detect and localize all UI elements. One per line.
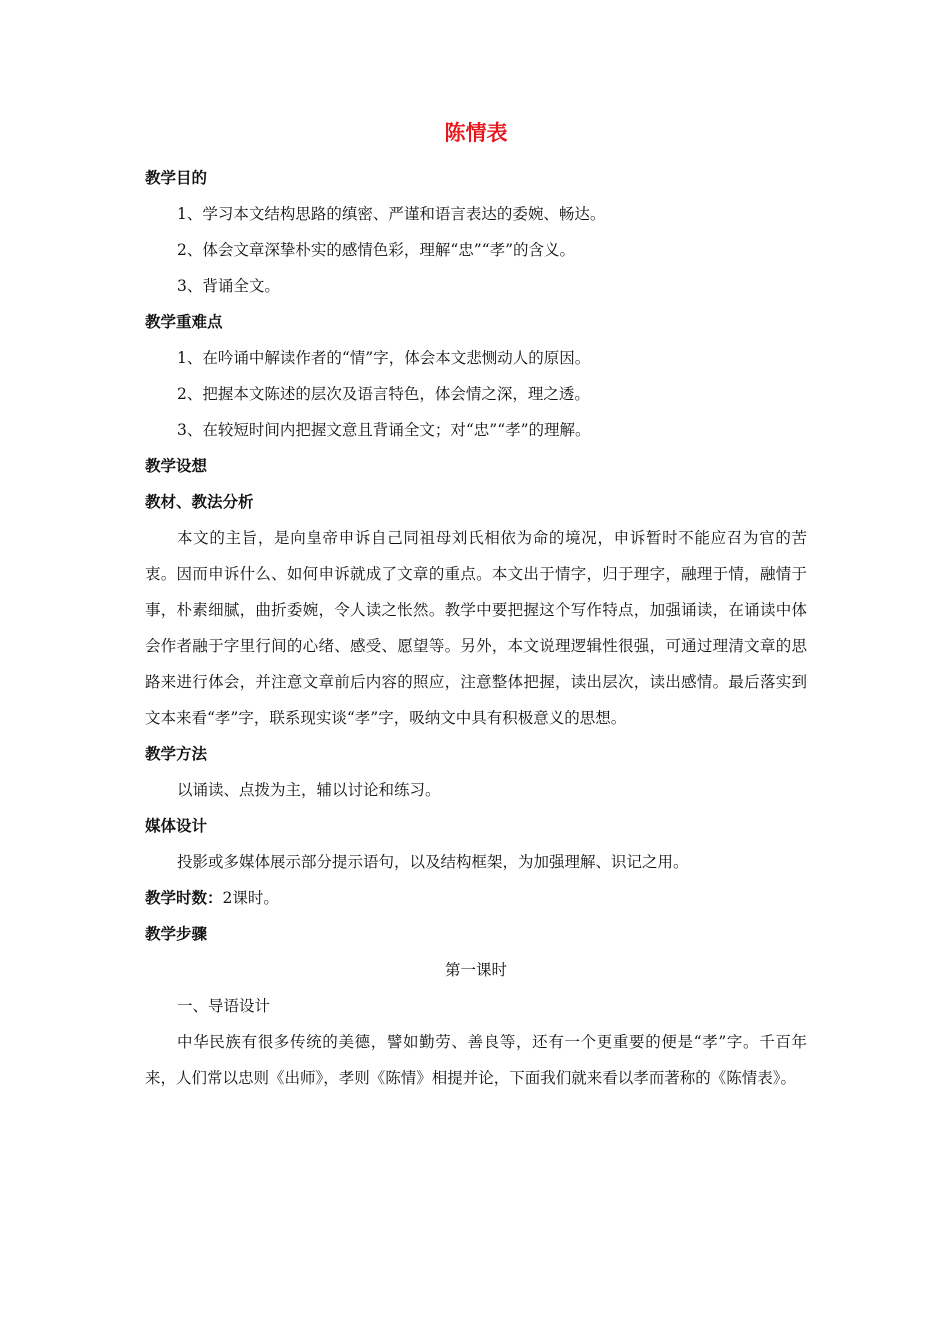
objective-item-3: 3、背诵全文。	[177, 277, 280, 295]
key-point-item-1: 1、在吟诵中解读作者的“情”字，体会本文悲恻动人的原因。	[177, 349, 591, 367]
method-text: 以诵读、点拨为主，辅以讨论和练习。	[177, 781, 441, 799]
heading-steps: 教学步骤	[145, 925, 208, 943]
objective-item-2: 2、体会文章深挚朴实的感情色彩，理解“忠”“孝”的含义。	[177, 241, 576, 259]
document-page	[145, 118, 807, 1104]
hours-value: 2课时。	[222, 889, 279, 907]
lesson-one-heading: 第一课时	[444, 961, 507, 979]
heading-design: 教学设想	[145, 457, 208, 475]
objective-item-1: 1、学习本文结构思路的缜密、严谨和语言表达的委婉、畅达。	[177, 205, 606, 223]
heading-key-points: 教学重难点	[145, 313, 223, 331]
key-point-item-3: 3、在较短时间内把握文意且背诵全文；对“忠”“孝”的理解。	[177, 421, 591, 439]
media-text: 投影或多媒体展示部分提示语句，以及结构框架，为加强理解、识记之用。	[177, 853, 689, 871]
heading-objectives: 教学目的	[145, 169, 208, 187]
intro-paragraph: 中华民族有很多传统的美德，譬如勤劳、善良等，还有一个更重要的便是“孝”字。千百年来，人们常以忠则《出师》，孝则《陈情》相提并论，下面我们就来看以孝而著称的《陈情表》。	[145, 1033, 807, 1087]
heading-media: 媒体设计	[145, 817, 208, 835]
analysis-paragraph: 本文的主旨，是向皇帝申诉自己同祖母刘氏相依为命的境况，申诉暂时不能应召为官的苦衷。因而申诉什么、如何申诉就成了文章的重点。本文出于情字，归于理字，融理于情，融情于事，朴素细腻，曲折委婉，令人读之怅然。教学中要把握这个写作特点，加强诵读，在诵读中体会作者融于字里行间的心绪、感受、愿望等。另外，本文说理逻辑性很强，可通过理清文章的思路来进行体会，并注意文章前后内容的照应，注意整体把握，读出层次，读出感情。最后落实到文本来看“孝”字，联系现实谈“孝”字，吸纳文中具有积极意义的思想。	[145, 529, 807, 727]
key-point-item-2: 2、把握本文陈述的层次及语言特色，体会情之深，理之透。	[177, 385, 590, 403]
heading-hours	[145, 888, 807, 908]
intro-heading: 一、导语设计	[177, 997, 271, 1015]
document-title: 陈情表	[444, 121, 508, 145]
hours-label: 教学时数：	[145, 889, 223, 907]
heading-method: 教学方法	[145, 745, 208, 763]
heading-analysis: 教材、教法分析	[145, 493, 254, 511]
